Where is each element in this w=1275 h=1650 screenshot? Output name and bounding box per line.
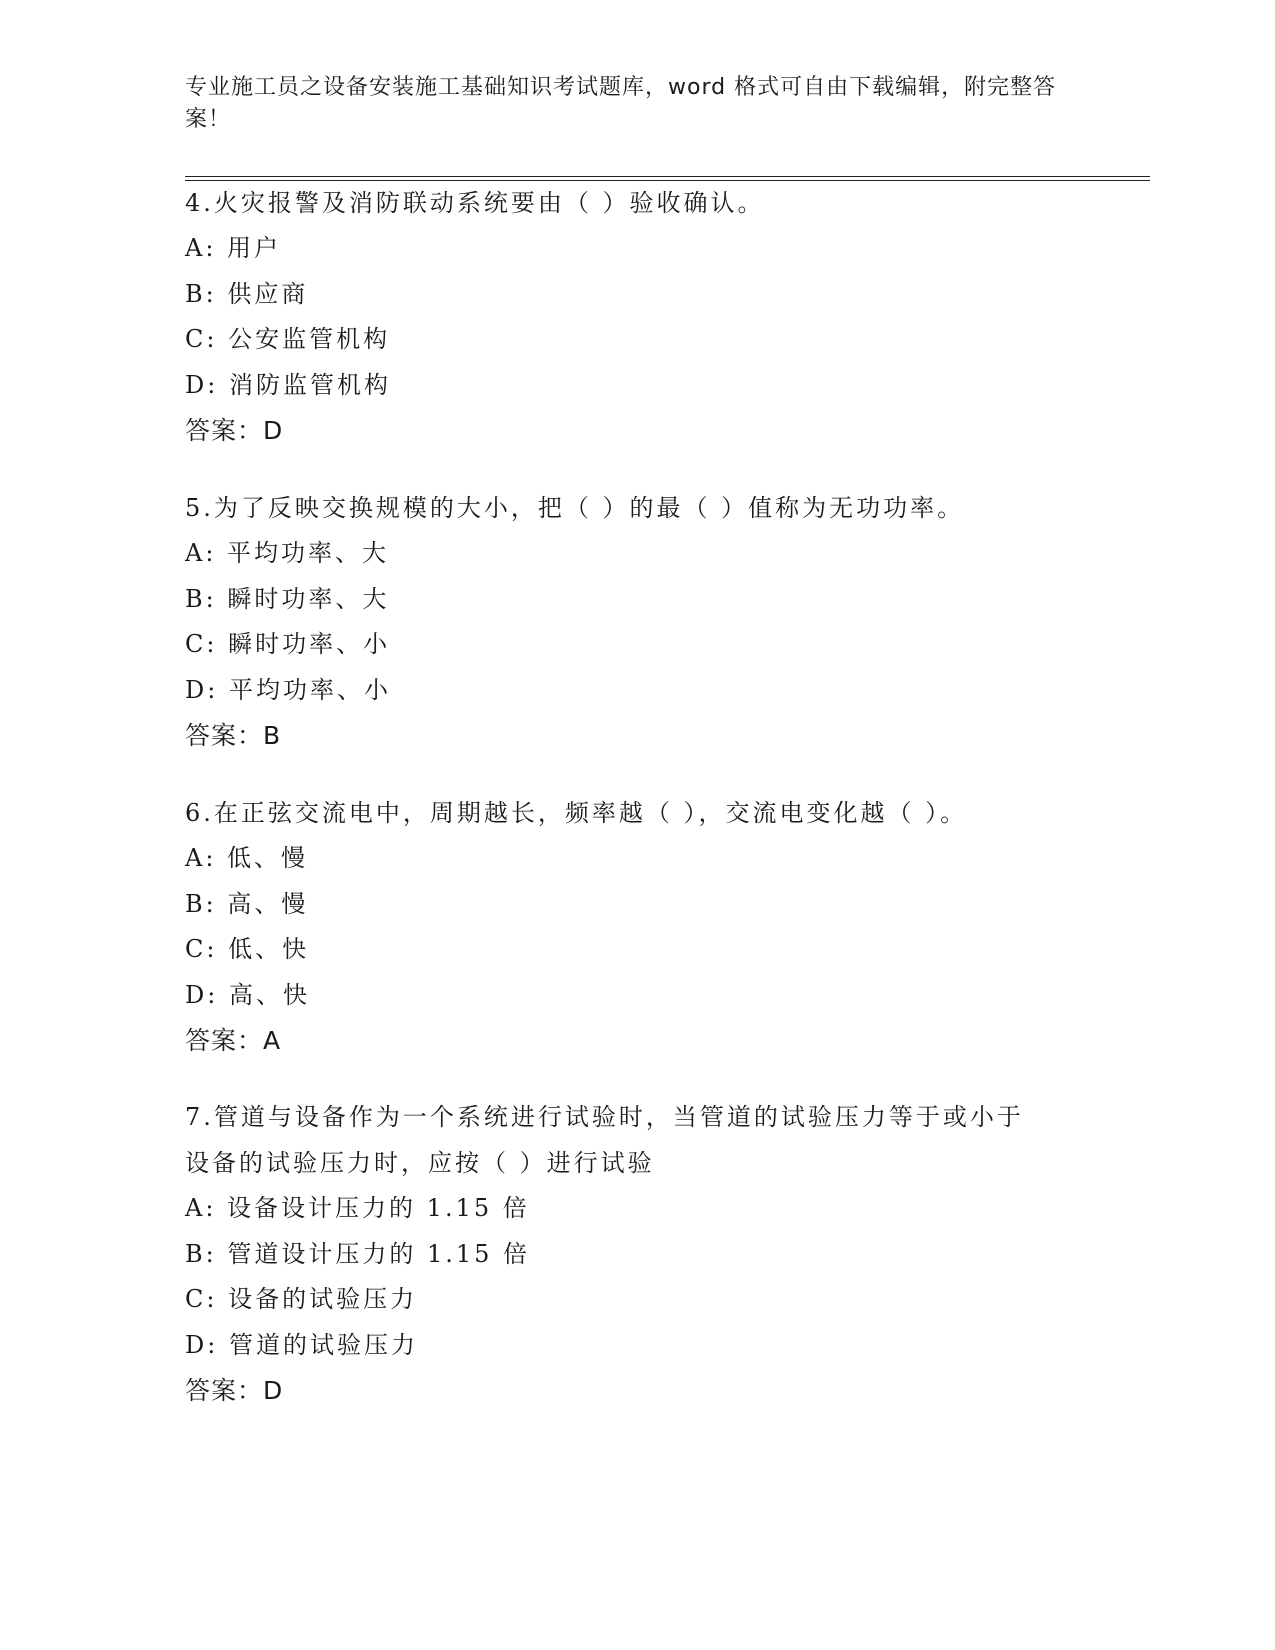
question-stem: 4.火灾报警及消防联动系统要由（ ）验收确认。 — [185, 189, 765, 217]
option-a: A: 低、慢 — [185, 844, 309, 872]
option-c: C: 设备的试验压力 — [185, 1285, 418, 1313]
option-b: B: 供应商 — [185, 279, 309, 308]
question-stem: 5.为了反映交换规模的大小，把（ ）的最（ ）值称为无功功率。 — [185, 494, 965, 522]
question-stem: 7.管道与设备作为一个系统进行试验时，当管道的试验压力等于或小于设备的试验压力时，应按（ ）进行试验 — [185, 1103, 1024, 1177]
option-b: B: 管道设计压力的 1.15 倍 — [185, 1239, 531, 1268]
option-a: A: 平均功率、大 — [185, 539, 390, 567]
option-b: B: 瞬时功率、大 — [185, 584, 390, 613]
option-c: C: 瞬时功率、小 — [185, 630, 391, 658]
option-b: B: 高、慢 — [185, 889, 309, 918]
answer: 答案：A — [185, 1026, 282, 1055]
option-a: A: 用户 — [185, 234, 282, 262]
question-6 — [185, 790, 1085, 1063]
option-c: C: 低、快 — [185, 935, 310, 963]
option-d: D: 管道的试验压力 — [185, 1330, 418, 1359]
option-d: D: 高、快 — [185, 980, 310, 1009]
question-stem: 6.在正弦交流电中，周期越长，频率越（ ），交流电变化越（ ）。 — [185, 799, 968, 827]
option-d: D: 平均功率、小 — [185, 675, 391, 704]
answer: 答案：D — [185, 1376, 284, 1405]
question-4 — [185, 180, 1085, 453]
question-7 — [185, 1094, 1085, 1413]
option-c: C: 公安监管机构 — [185, 325, 391, 353]
question-5 — [185, 485, 1085, 758]
option-a: A: 设备设计压力的 1.15 倍 — [185, 1194, 530, 1222]
option-d: D: 消防监管机构 — [185, 370, 391, 399]
answer: 答案：D — [185, 416, 284, 445]
answer: 答案：B — [185, 721, 282, 750]
document-header: 专业施工员之设备安装施工基础知识考试题库，word 格式可自由下载编辑，附完整答案！ — [185, 75, 1057, 132]
